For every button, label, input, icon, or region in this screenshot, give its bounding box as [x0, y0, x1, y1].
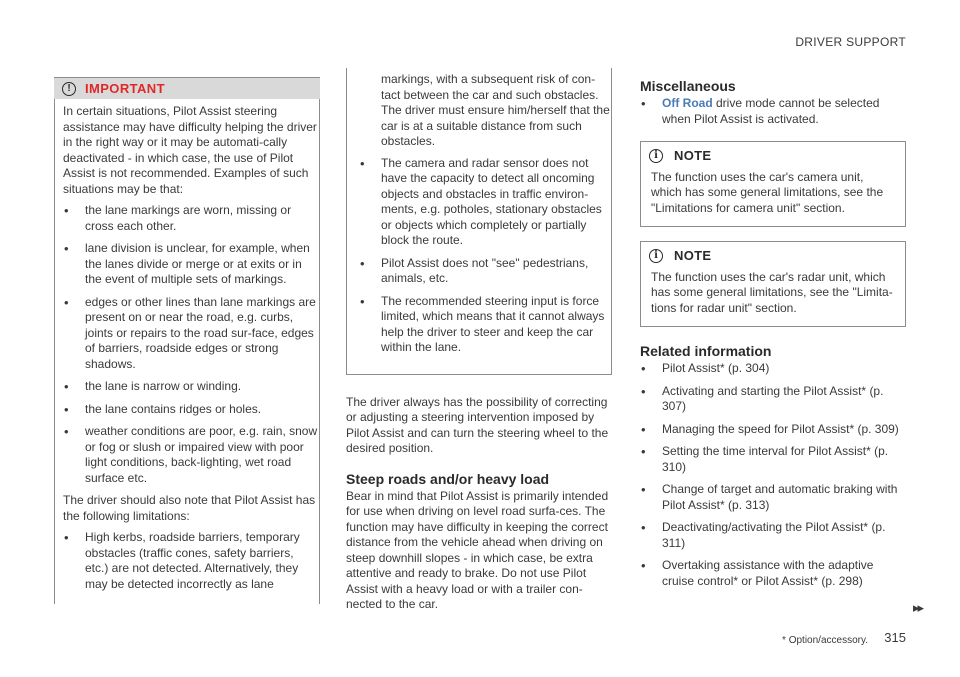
note-box-radar — [640, 241, 906, 327]
note-text: The function uses the car's radar unit, which has some general limitations, see the "Limita-tions for radar unit" section. — [651, 269, 893, 315]
page-number: 315 — [884, 630, 906, 645]
important-column-1 — [54, 77, 320, 604]
related-link[interactable]: • Setting the time interval for Pilot Assist* (p. 310) — [640, 444, 906, 475]
list-item: • Pilot Assist does not "see" pedestrians, animals, etc. — [359, 256, 611, 287]
limitation-continued: markings, with a subsequent risk of con-tact between the car and such obstacles. The driver must ensure him/herself that the car is at a suitable distance from such obstacles. — [381, 72, 610, 148]
continue-arrow-icon: ▸▸ — [912, 600, 922, 615]
note-title: NOTE — [674, 148, 712, 163]
list-item: • The recommended steering input is force limited, which means that it cannot always help the driver to steer and keep the car within the lane. — [359, 294, 611, 356]
important-header — [54, 77, 320, 99]
misc-list — [640, 96, 906, 127]
note-title: NOTE — [674, 248, 712, 263]
list-item: • lane division is unclear, for example, when the lanes divide or merge or at exits or in the event of multiple sets of markings. — [63, 241, 319, 288]
list-item: • High kerbs, roadside barriers, temporary obstacles (traffic cones, safety barriers, etc.) are not detected. Alternatively, they may be detected incorrectly as lane — [63, 530, 319, 592]
important-continuation — [346, 68, 612, 375]
footnote: * Option/accessory. — [782, 635, 868, 646]
important-title: IMPORTANT — [85, 80, 165, 96]
related-link[interactable]: • Change of target and automatic braking with Pilot Assist* (p. 313) — [640, 482, 906, 513]
warning-icon: ! — [62, 82, 76, 96]
note-header — [641, 142, 905, 168]
limitations-list — [347, 156, 611, 356]
list-item — [640, 96, 906, 127]
off-road-link[interactable]: Off Road — [662, 96, 713, 110]
misc-text: drive mode cannot be selected when Pilot Assist is activated. — [662, 96, 880, 126]
related-link[interactable]: • Pilot Assist* (p. 304) — [640, 361, 906, 377]
related-heading: Related information — [640, 343, 772, 359]
content-column-3 — [640, 78, 906, 596]
content-column-2 — [346, 68, 612, 619]
related-link[interactable]: • Deactivating/activating the Pilot Assist* (p. 311) — [640, 520, 906, 551]
related-link[interactable]: • Managing the speed for Pilot Assist* (p. 309) — [640, 422, 906, 438]
conditions-list — [63, 203, 319, 486]
related-list — [640, 361, 906, 589]
steep-paragraph: Bear in mind that Pilot Assist is primarily intended for use when driving on level road surfa-ces. The function may have difficulty in keeping the correct distance from the vehicle ahead when driving on steep downhill slopes - in which case, be extra attentive and ready to brake. Do not use Pilot Assist with a heavy load or with a trailer con-nected to the car. — [346, 488, 609, 611]
steep-heading: Steep roads and/or heavy load — [346, 470, 550, 487]
limitations-intro: The driver should also note that Pilot Assist has the following limitations: — [63, 493, 316, 523]
note-header — [641, 242, 905, 268]
list-item: • the lane contains ridges or holes. — [63, 402, 319, 418]
info-icon: i — [649, 249, 663, 263]
misc-heading: Miscellaneous — [640, 78, 736, 94]
important-body — [54, 99, 320, 604]
note-text: The function uses the car's camera unit, which has some general limitations, see the "Limitations for camera unit" section. — [651, 169, 884, 215]
list-item: • edges or other lines than lane markings are present on or near the road, e.g. curbs, joints or repairs to the road sur-face, edges of barriers, roadside edges or strong shadows. — [63, 295, 319, 373]
note-box-camera — [640, 141, 906, 227]
info-icon: i — [649, 149, 663, 163]
limitations-list-start — [63, 530, 319, 592]
correcting-paragraph: The driver always has the possibility of correcting or adjusting a steering intervention imposed by Pilot Assist and can turn the steering wheel to the desired position. — [346, 394, 609, 455]
list-item: • weather conditions are poor, e.g. rain, snow or fog or slush or impaired view with poor light conditions, back-lighting, wet road surface etc. — [63, 424, 319, 486]
list-item: • the lane is narrow or winding. — [63, 379, 319, 395]
important-intro: In certain situations, Pilot Assist steering assistance may have difficulty helping the driver in the right way or it may be automati-cally deactivated - in which case, the use of Pilot Assist is not recommended. Examples of such situations may be that: — [63, 104, 317, 196]
list-item: • The camera and radar sensor does not have the capacity to detect all oncoming objects and obstacles in traffic environ-ments, e.g. potholes, stationary obstacles or objects which completely or partially block the route. — [359, 156, 611, 249]
related-link[interactable]: • Activating and starting the Pilot Assist* (p. 307) — [640, 384, 906, 415]
running-header: DRIVER SUPPORT — [795, 35, 906, 49]
related-link[interactable]: • Overtaking assistance with the adaptive cruise control* or Pilot Assist* (p. 298) — [640, 558, 906, 589]
list-item: • the lane markings are worn, missing or cross each other. — [63, 203, 319, 234]
